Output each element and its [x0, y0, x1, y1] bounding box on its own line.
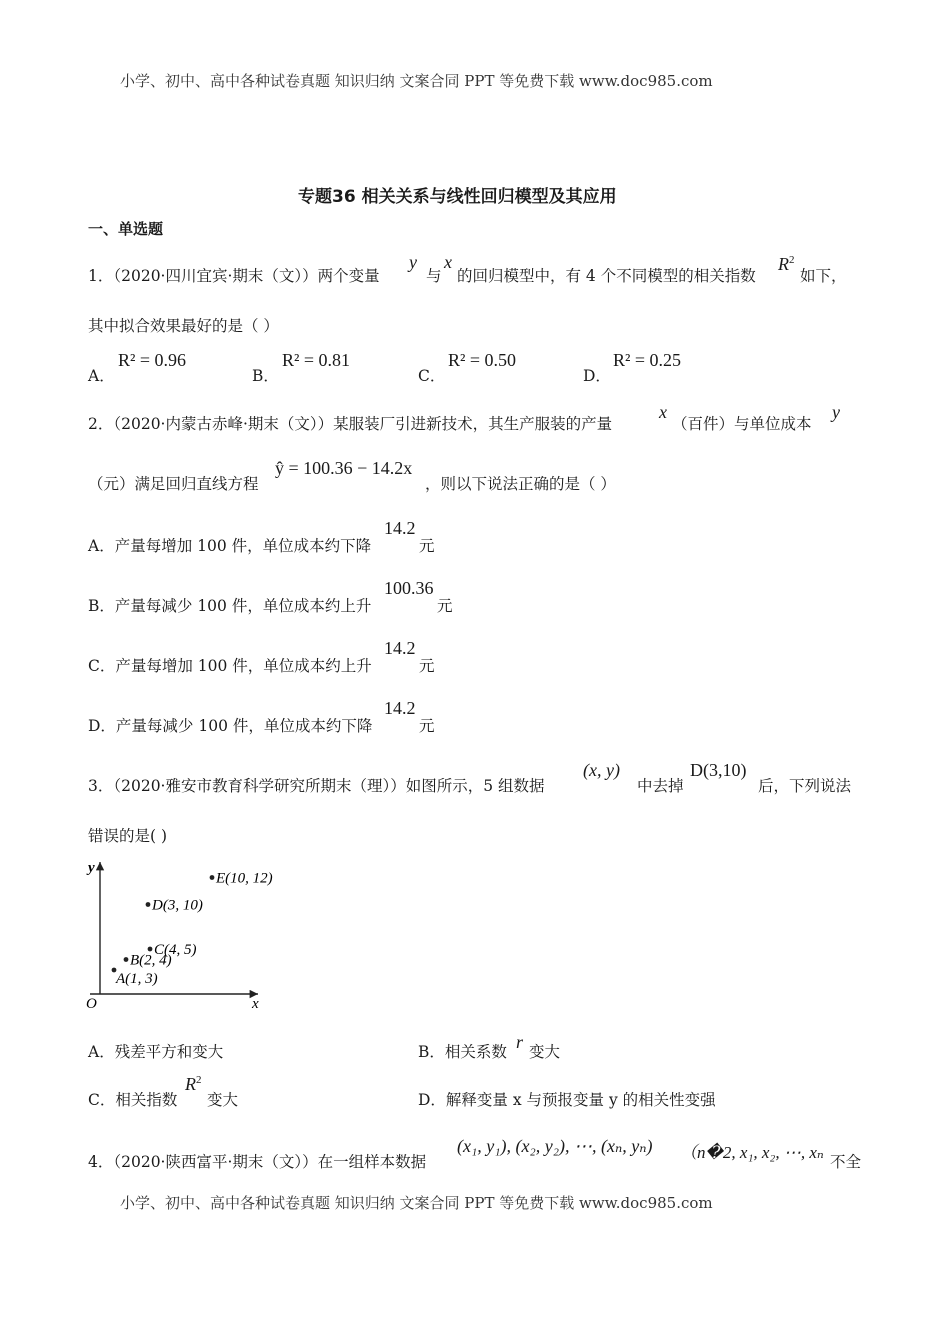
question-1-stem: [88, 264, 380, 286]
q4-stem-a: 4．（2020·陕西富平·期末（文））在一组样本数据: [88, 1153, 427, 1171]
point-label: D(3, 10): [152, 897, 203, 914]
q1-r: R: [778, 254, 789, 274]
q3-option-c-b: 变大: [207, 1091, 239, 1109]
q2-option-c-unit: 元: [419, 657, 435, 675]
q3-pair: (x, y): [583, 760, 620, 780]
q1-option-d-label[interactable]: D．: [583, 367, 611, 385]
q1-option-c-label[interactable]: C．: [418, 367, 446, 385]
q1-option-b-label[interactable]: B．: [252, 367, 279, 385]
q3-option-a[interactable]: A．残差平方和变大: [88, 1043, 224, 1061]
section-heading: 一、单选题: [88, 220, 164, 238]
q1-line2: 其中拟合效果最好的是（ ）: [88, 317, 279, 335]
q2-option-c-num: 14.2: [384, 638, 416, 658]
q1-option-a-value[interactable]: R² = 0.96: [118, 350, 187, 370]
scatter-point: [146, 902, 151, 907]
q3-line2: 错误的是( ): [88, 827, 168, 845]
q1-option-a-label[interactable]: A．: [88, 367, 115, 385]
q3-option-c-var: [185, 1074, 202, 1095]
q1-stem-a: 1．（2020·四川宜宾·期末（文））两个变量: [88, 267, 380, 285]
q2-option-b-num: 100.36: [384, 578, 434, 598]
q3-option-c-sup: 2: [196, 1074, 202, 1086]
q1-sup: 2: [789, 254, 795, 266]
q2-equation: ŷ = 100.36 − 14.2x: [275, 458, 413, 478]
q1-r2: [778, 254, 795, 275]
q3-scatter-figure: [86, 852, 296, 1012]
q3-option-c-a[interactable]: C．相关指数: [88, 1091, 178, 1109]
q1-var-y: y: [409, 252, 417, 272]
q3-option-b-var: r: [516, 1032, 524, 1052]
q2-option-a-unit: 元: [419, 537, 435, 555]
q1-stem-c: 如下，: [800, 267, 847, 285]
q1-option-d-value[interactable]: R² = 0.25: [613, 350, 682, 370]
q2-stem-b: （百件）与单位成本: [672, 415, 812, 433]
q2-option-b-unit: 元: [437, 597, 453, 615]
q1-option-b-value[interactable]: R² = 0.81: [282, 350, 351, 370]
q3-stem-b: 中去掉: [637, 777, 684, 795]
q4-stem-b: 不全: [830, 1153, 862, 1171]
q3-option-b-b: 变大: [529, 1043, 561, 1061]
point-label: B(2, 4): [130, 952, 172, 969]
q2-option-c[interactable]: C．产量每增加 100 件，单位成本约上升: [88, 657, 372, 675]
scatter-point: [210, 875, 215, 880]
q2-option-a[interactable]: A．产量每增加 100 件，单位成本约下降: [88, 537, 372, 555]
q3-option-d[interactable]: D．解释变量 x 与预报变量 y 的相关性变强: [418, 1091, 716, 1109]
q4-data-tuple: (x₁, y₁), (x₂, y₂), ⋯, (xₙ, yₙ): [457, 1136, 653, 1156]
q3-option-c-r: R: [185, 1074, 196, 1094]
axis-label-x: x: [252, 996, 259, 1012]
q1-var-x: x: [444, 252, 452, 272]
scatter-point: [124, 957, 129, 962]
q2-option-d[interactable]: D．产量每减少 100 件，单位成本约下降: [88, 717, 373, 735]
q1-conj: 与: [426, 267, 442, 285]
point-label: A(1, 3): [116, 971, 158, 987]
page-title: 专题36 相关关系与线性回归模型及其应用: [298, 187, 617, 207]
axis-label-y: y: [88, 860, 95, 876]
q2-var-x: x: [659, 402, 667, 422]
point-label: C(4, 5): [154, 942, 197, 958]
q1-stem-b: 的回归模型中，有 4 个不同模型的相关指数: [457, 267, 756, 285]
q1-option-c-value[interactable]: R² = 0.50: [448, 350, 517, 370]
q3-point-d: D(3,10): [690, 760, 747, 780]
q2-stem-a: 2．（2020·内蒙古赤峰·期末（文））某服装厂引进新技术，其生产服装的产量: [88, 415, 613, 433]
q2-option-d-num: 14.2: [384, 698, 416, 718]
q2-option-d-unit: 元: [419, 717, 435, 735]
page-footer: 小学、初中、高中各种试卷真题 知识归纳 文案合同 PPT 等免费下载 www.doc985.com: [120, 1194, 713, 1212]
q3-option-b-a[interactable]: B．相关系数: [418, 1043, 507, 1061]
q2-line2-a: （元）满足回归直线方程: [88, 475, 259, 493]
q4-condition: （n�2, x₁, x₂, ⋯, xₙ: [680, 1143, 824, 1162]
q2-option-b[interactable]: B．产量每减少 100 件，单位成本约上升: [88, 597, 372, 615]
point-label: E(10, 12): [216, 870, 273, 887]
page-header: 小学、初中、高中各种试卷真题 知识归纳 文案合同 PPT 等免费下载 www.doc985.com: [120, 72, 713, 90]
origin-label: O: [86, 996, 97, 1012]
q2-option-a-num: 14.2: [384, 518, 416, 538]
q3-stem-a: 3．（2020·雅安市教育科学研究所期末（理））如图所示，5 组数据: [88, 777, 545, 795]
q3-stem-c: 后，下列说法: [758, 777, 852, 795]
q2-line2-b: ，则以下说法正确的是（ ）: [425, 475, 616, 493]
q2-var-y: y: [832, 402, 840, 422]
scatter-point: [148, 947, 153, 952]
scatter-points: [112, 871, 273, 988]
